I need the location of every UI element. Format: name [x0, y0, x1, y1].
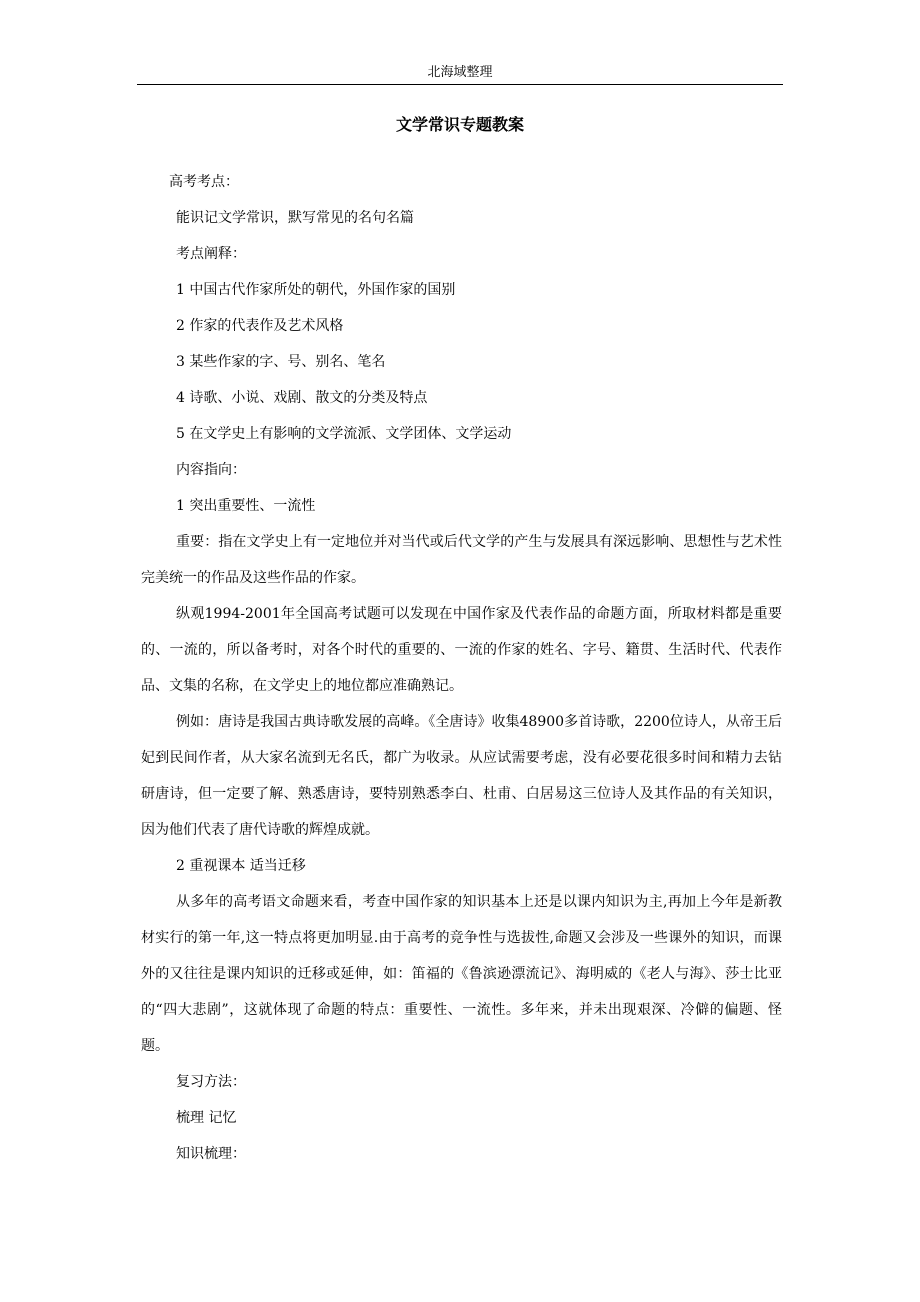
paragraph-textbook: 从多年的高考语文命题来看，考查中国作家的知识基本上还是以课内知识为主,再加上今年是新教材实行的第一年,这一特点将更加明显.由于高考的竞争性与选拔性,命题又会涉及一些课外的知识，而课外的又往往是课内知识的迁移或延伸，如：笛福的《鲁滨逊漂流记》、海明威的《老人与海》、莎士比亚的“四大悲剧”，这就体现了命题的特点：重要性、一流性。多年来，并未出现艰深、冷僻的偏题、怪题。: [141, 894, 782, 1054]
document-body: [141, 164, 782, 1172]
list-item-4: 4 诗歌、小说、戏剧、散文的分类及特点: [176, 390, 428, 406]
paragraph-example: 例如：唐诗是我国古典诗歌发展的高峰。《全唐诗》收集48900多首诗歌，2200位诗人，从帝王后妃到民间作者，从大家名流到无名氏，都广为收录。从应试需要考虑，没有必要花很多时间和精力去钻研唐诗，但一定要了解、熟悉唐诗，要特别熟悉李白、杜甫、白居易这三位诗人及其作品的有关知识，因为他们代表了唐代诗歌的辉煌成就。: [141, 714, 782, 838]
paragraph-importance: 重要：指在文学史上有一定地位并对当代或后代文学的产生与发展具有深远影响、思想性与艺术性完美统一的作品及这些作品的作家。: [141, 534, 782, 586]
paragraph-knowledge-heading: 知识梳理：: [176, 1146, 246, 1162]
running-header: 北海域整理: [427, 65, 493, 80]
paragraph-survey: 纵观1994-2001年全国高考试题可以发现在中国作家及代表作品的命题方面，所取材料都是重要的、一流的，所以备考时，对各个时代的重要的、一流的作家的姓名、字号、籍贯、生活时代、代表作品、文集的名称，在文学史上的地位都应准确熟记。: [141, 606, 782, 694]
paragraph-explanation-heading: 考点阐释：: [176, 246, 246, 262]
paragraph-review-method: 梳理 记忆: [176, 1110, 237, 1126]
list-item-1: 1 中国古代作家所处的朝代，外国作家的国别: [176, 282, 456, 298]
paragraph-subheading-1: 1 突出重要性、一流性: [176, 498, 316, 514]
paragraph-content-heading: 内容指向：: [176, 462, 246, 478]
paragraph-exam-points-text: 能识记文学常识，默写常见的名句名篇: [176, 210, 414, 226]
list-item-3: 3 某些作家的字、号、别名、笔名: [176, 354, 386, 370]
header-rule: [137, 84, 783, 85]
list-item-5: 5 在文学史上有影响的文学流派、文学团体、文学运动: [176, 426, 512, 442]
list-item-2: 2 作家的代表作及艺术风格: [176, 318, 344, 334]
paragraph-review-heading: 复习方法：: [176, 1074, 246, 1090]
document-title: 文学常识专题教案: [395, 115, 524, 134]
paragraph-exam-points-heading: 高考考点：: [169, 174, 239, 190]
paragraph-subheading-2: 2 重视课本 适当迁移: [176, 858, 306, 874]
